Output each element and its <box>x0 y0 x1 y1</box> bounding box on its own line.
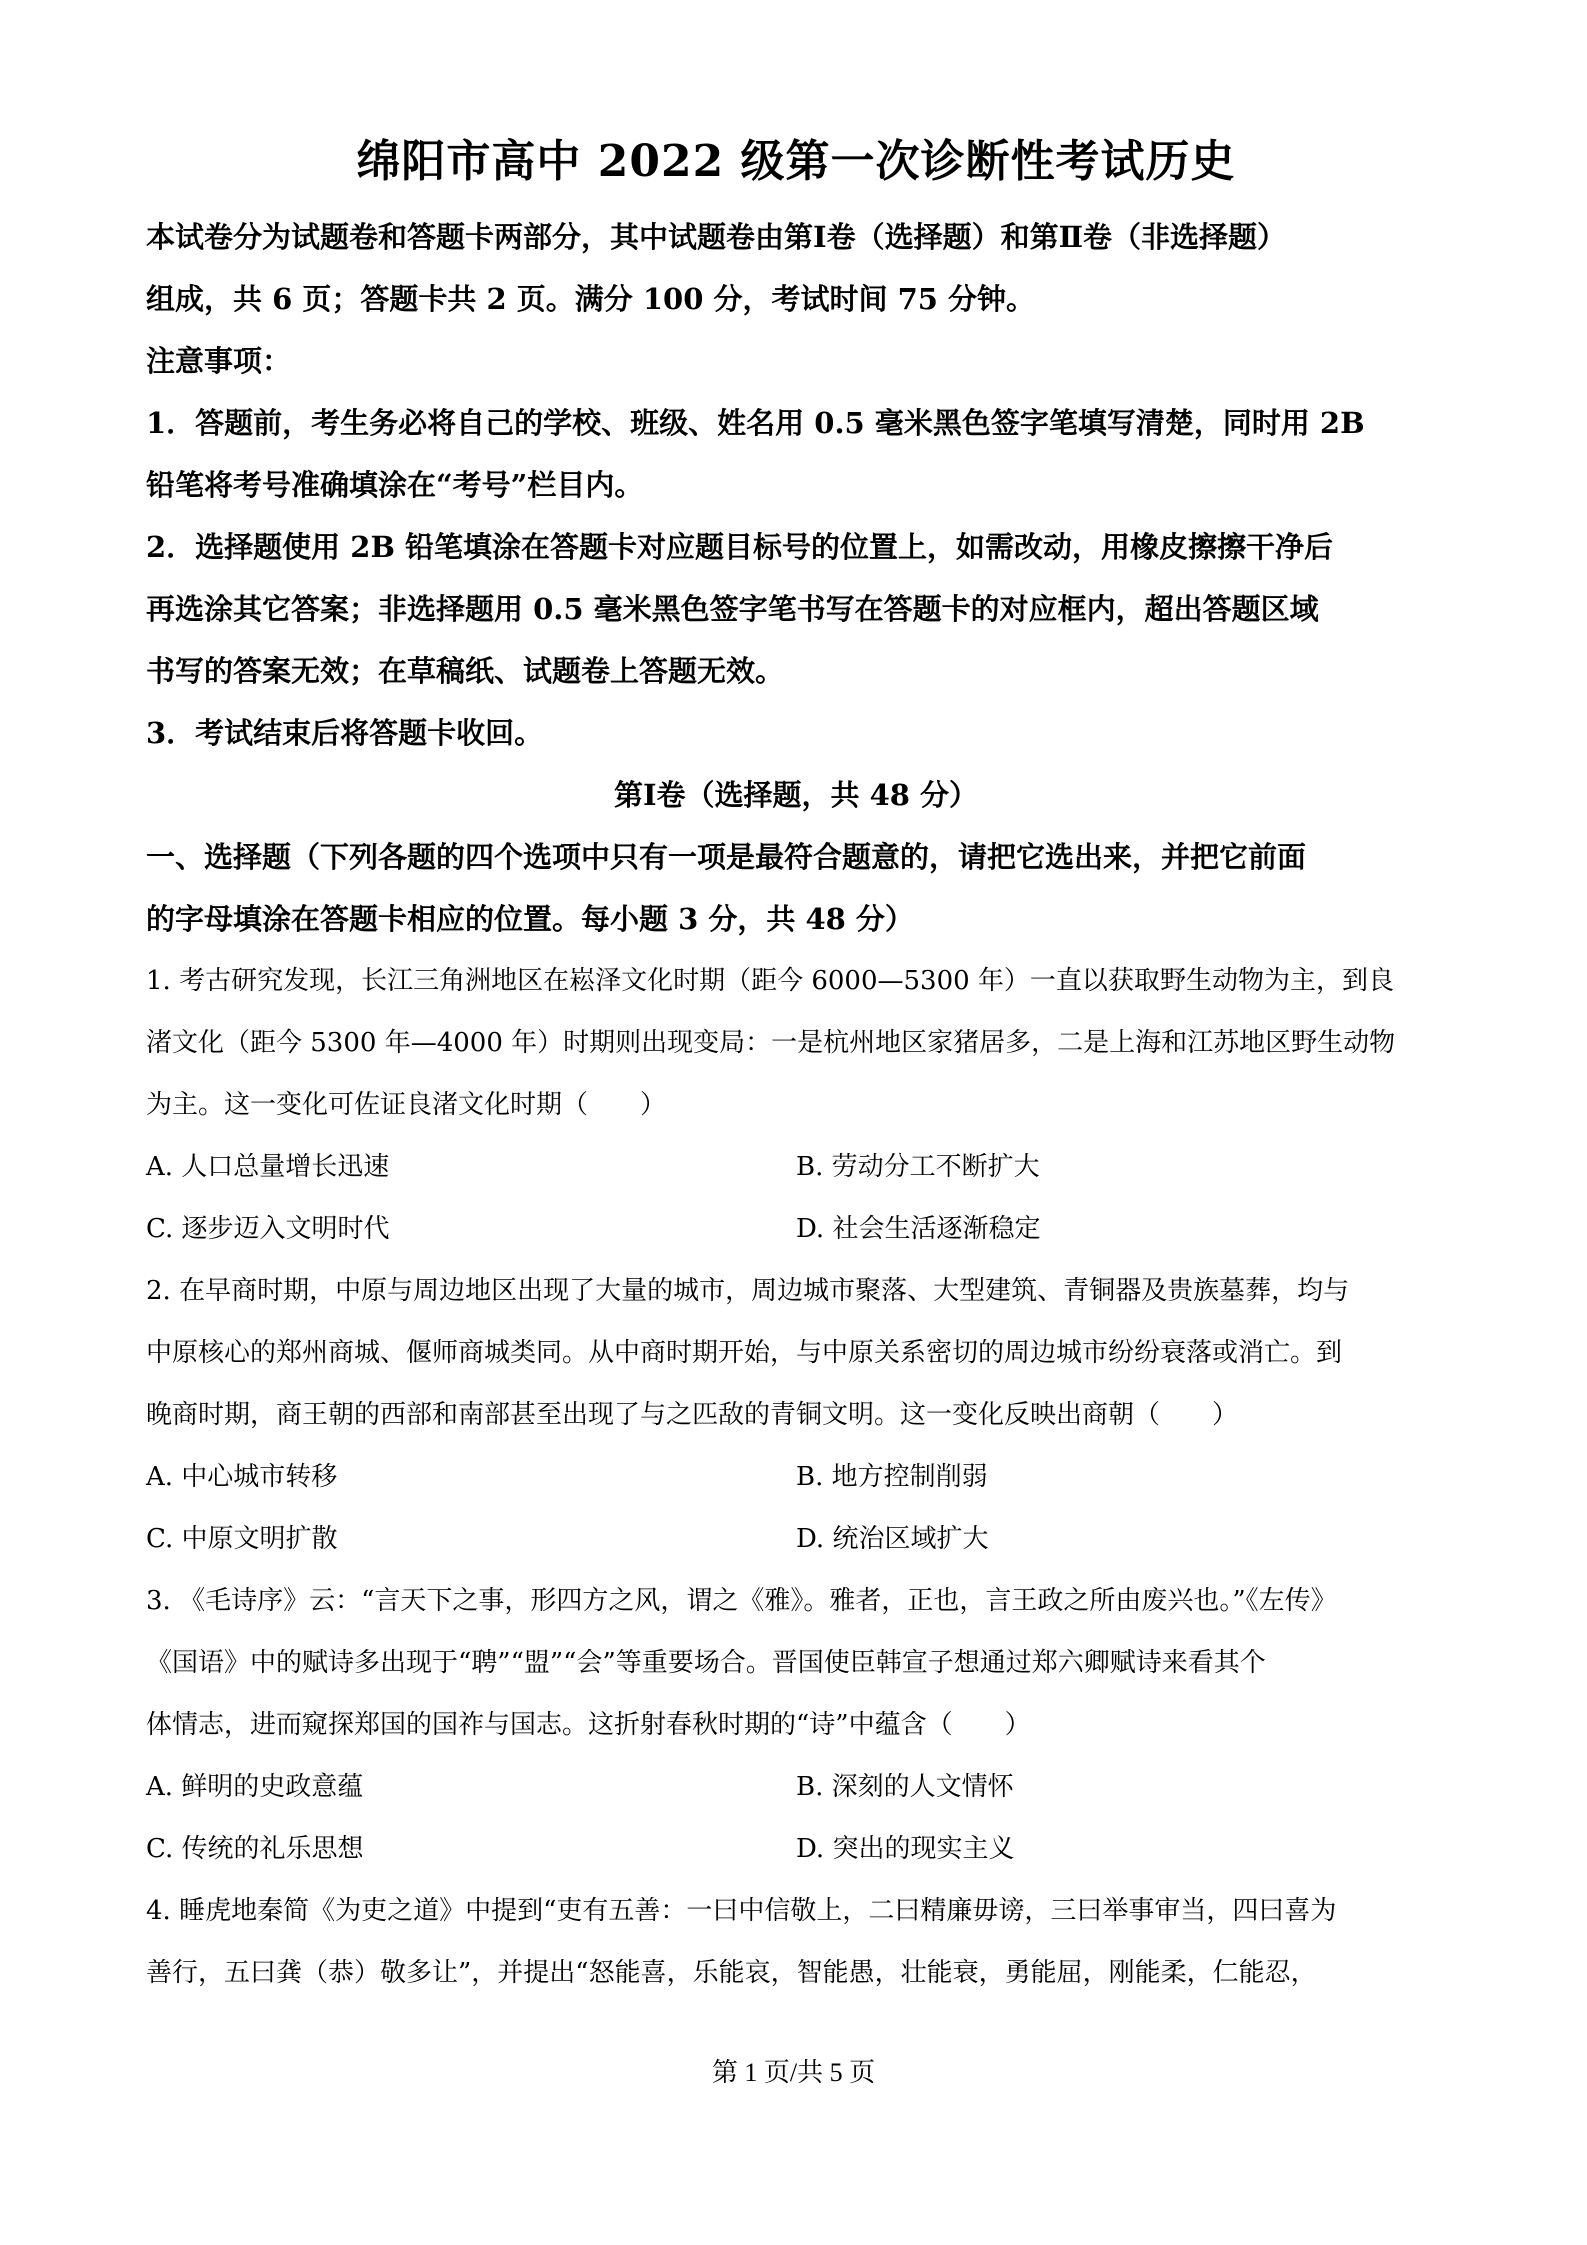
question-stem-line: 中原核心的郑州商城、偃师商城类同。从中商时期开始，与中原关系密切的周边城市纷纷衰落或消亡。到 <box>146 1338 1343 1368</box>
instructions <box>146 206 1446 764</box>
instruction-line: 组成，共 6 页；答题卡共 2 页。满分 100 分，考试时间 75 分钟。 <box>146 282 1036 316</box>
question-stem-line: 晚商时期，商王朝的西部和南部甚至出现了与之匹敌的青铜文明。这一变化反映出商朝（ ） <box>146 1400 1239 1430</box>
option-c: C. 逐步迈入文明时代 <box>146 1214 390 1244</box>
instruction-line: 注意事项： <box>146 344 292 378</box>
section-heading-line: 一、选择题（下列各题的四个选项中只有一项是最符合题意的，请把它选出来，并把它前面 <box>146 840 1307 874</box>
question-stem-line: 善行，五曰龚（恭）敬多让”，并提出“怒能喜，乐能哀，智能愚，壮能衰，勇能屈，刚能柔，仁能忍， <box>146 1958 1317 1988</box>
instruction-line: 铅笔将考号准确填涂在“考号”栏目内。 <box>146 468 644 502</box>
page-title: 绵阳市高中 2022 级第一次诊断性考试历史 <box>356 136 1236 187</box>
question-3 <box>146 1570 1446 1880</box>
instruction-line: 书写的答案无效；在草稿纸、试题卷上答题无效。 <box>146 654 785 688</box>
option-c: C. 传统的礼乐思想 <box>146 1834 364 1864</box>
question-4 <box>146 1880 1446 2004</box>
instruction-line: 3．考试结束后将答题卡收回。 <box>146 716 544 750</box>
instruction-line: 1．答题前，考生务必将自己的学校、班级、姓名用 0.5 毫米黑色签字笔填写清楚，同时用 2B <box>146 406 1365 440</box>
question-stem-line: 渚文化（距今 5300 年—4000 年）时期则出现变局：一是杭州地区家猪居多，二是上海和江苏地区野生动物 <box>146 1028 1396 1058</box>
question-2 <box>146 1260 1446 1570</box>
section-heading-line: 的字母填涂在答题卡相应的位置。每小题 3 分，共 48 分） <box>146 902 914 936</box>
option-a: A. 中心城市转移 <box>146 1462 338 1492</box>
option-a: A. 鲜明的史政意蕴 <box>146 1772 364 1802</box>
question-stem-line: 为主。这一变化可佐证良渚文化时期（ ） <box>146 1090 667 1120</box>
option-d: D. 统治区域扩大 <box>796 1524 989 1554</box>
option-b: B. 地方控制削弱 <box>796 1462 988 1492</box>
volume-title: 第Ⅰ卷（选择题，共 48 分） <box>613 778 979 812</box>
question-1 <box>146 950 1446 1260</box>
question-stem-line: 2. 在早商时期，中原与周边地区出现了大量的城市，周边城市聚落、大型建筑、青铜器及贵族墓葬，均与 <box>146 1276 1350 1306</box>
option-d: D. 社会生活逐渐稳定 <box>796 1214 1041 1244</box>
option-a: A. 人口总量增长迅速 <box>146 1152 390 1182</box>
answer-options <box>146 1446 1446 1570</box>
instruction-line: 本试卷分为试题卷和答题卡两部分，其中试题卷由第Ⅰ卷（选择题）和第Ⅱ卷（非选择题） <box>146 220 1287 254</box>
question-stem-line: 4. 睡虎地秦简《为吏之道》中提到“吏有五善：一曰中信敬上，二曰精廉毋谤，三曰举事审当，四曰喜为 <box>146 1896 1337 1926</box>
answer-options <box>146 1136 1446 1260</box>
instruction-line: 2．选择题使用 2B 铅笔填涂在答题卡对应题目标号的位置上，如需改动，用橡皮擦擦干净后 <box>146 530 1334 564</box>
question-stem-line: 体情志，进而窥探郑国的国祚与国志。这折射春秋时期的“诗”中蕴含（ ） <box>146 1710 1031 1740</box>
option-b: B. 劳动分工不断扩大 <box>796 1152 1040 1182</box>
question-stem-line: 1. 考古研究发现，长江三角洲地区在崧泽文化时期（距今 6000—5300 年）一直以获取野生动物为主，到良 <box>146 966 1394 996</box>
question-stem-line: 3. 《毛诗序》云：“言天下之事，形四方之风，谓之《雅》。雅者，正也，言王政之所由废兴也。”《左传》 <box>146 1586 1337 1616</box>
section-heading <box>146 826 1446 950</box>
instruction-line: 再选涂其它答案；非选择题用 0.5 毫米黑色签字笔书写在答题卡的对应框内，超出答题区域 <box>146 592 1319 626</box>
question-stem-line: 《国语》中的赋诗多出现于“聘”“盟”“会”等重要场合。晋国使臣韩宣子想通过郑六卿赋诗来看其个 <box>146 1648 1266 1678</box>
answer-options <box>146 1756 1446 1880</box>
option-d: D. 突出的现实主义 <box>796 1834 1015 1864</box>
page-number: 第 1 页/共 5 页 <box>711 2058 876 2087</box>
option-b: B. 深刻的人文情怀 <box>796 1772 1014 1802</box>
option-c: C. 中原文明扩散 <box>146 1524 338 1554</box>
page-content <box>146 132 1446 2004</box>
